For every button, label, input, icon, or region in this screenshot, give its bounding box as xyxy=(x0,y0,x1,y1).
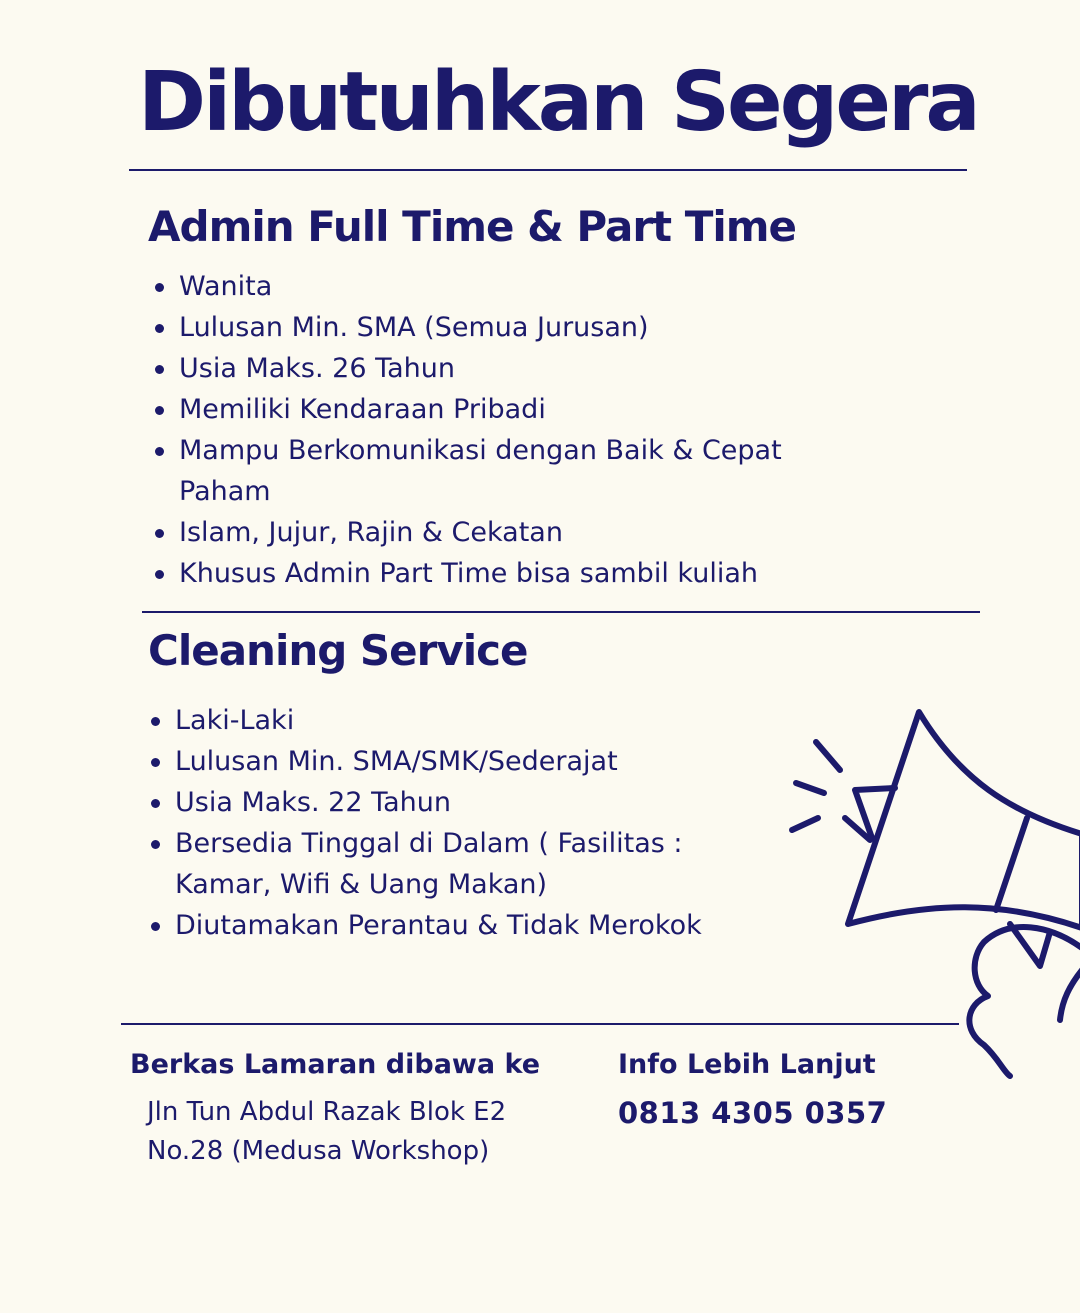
list-item: Usia Maks. 22 Tahun xyxy=(145,782,745,823)
address-heading: Berkas Lamaran dibawa ke xyxy=(130,1049,541,1080)
list-item: Islam, Jujur, Rajin & Cekatan xyxy=(149,512,849,553)
phone-number: 0813 4305 0357 xyxy=(618,1096,888,1130)
list-item: Memiliki Kendaraan Pribadi xyxy=(149,389,849,430)
list-item: Laki-Laki xyxy=(145,700,745,741)
info-heading: Info Lebih Lanjut xyxy=(618,1049,876,1080)
list-item: Bersedia Tinggal di Dalam ( Fasilitas : Kamar, Wifi & Uang Makan) xyxy=(145,823,745,905)
title-divider xyxy=(129,169,967,171)
list-item: Lulusan Min. SMA/SMK/Sederajat xyxy=(145,741,745,782)
megaphone-icon xyxy=(780,700,1080,1085)
list-item: Usia Maks. 26 Tahun xyxy=(149,348,849,389)
page-title: Dibutuhkan Segera xyxy=(138,55,978,150)
list-item: Mampu Berkomunikasi dengan Baik & Cepat Paham xyxy=(149,430,849,512)
cleaning-section-heading: Cleaning Service xyxy=(148,626,528,675)
list-item: Wanita xyxy=(149,266,849,307)
section-divider xyxy=(142,611,980,613)
cleaning-requirements-list xyxy=(145,700,745,946)
address-text: Jln Tun Abdul Razak Blok E2 No.28 (Medusa Workshop) xyxy=(147,1097,507,1166)
list-item: Diutamakan Perantau & Tidak Merokok xyxy=(145,905,745,946)
list-item: Lulusan Min. SMA (Semua Jurusan) xyxy=(149,307,849,348)
list-item: Khusus Admin Part Time bisa sambil kuliah xyxy=(149,553,849,594)
admin-section-heading: Admin Full Time & Part Time xyxy=(148,202,797,251)
admin-requirements-list xyxy=(149,266,849,594)
